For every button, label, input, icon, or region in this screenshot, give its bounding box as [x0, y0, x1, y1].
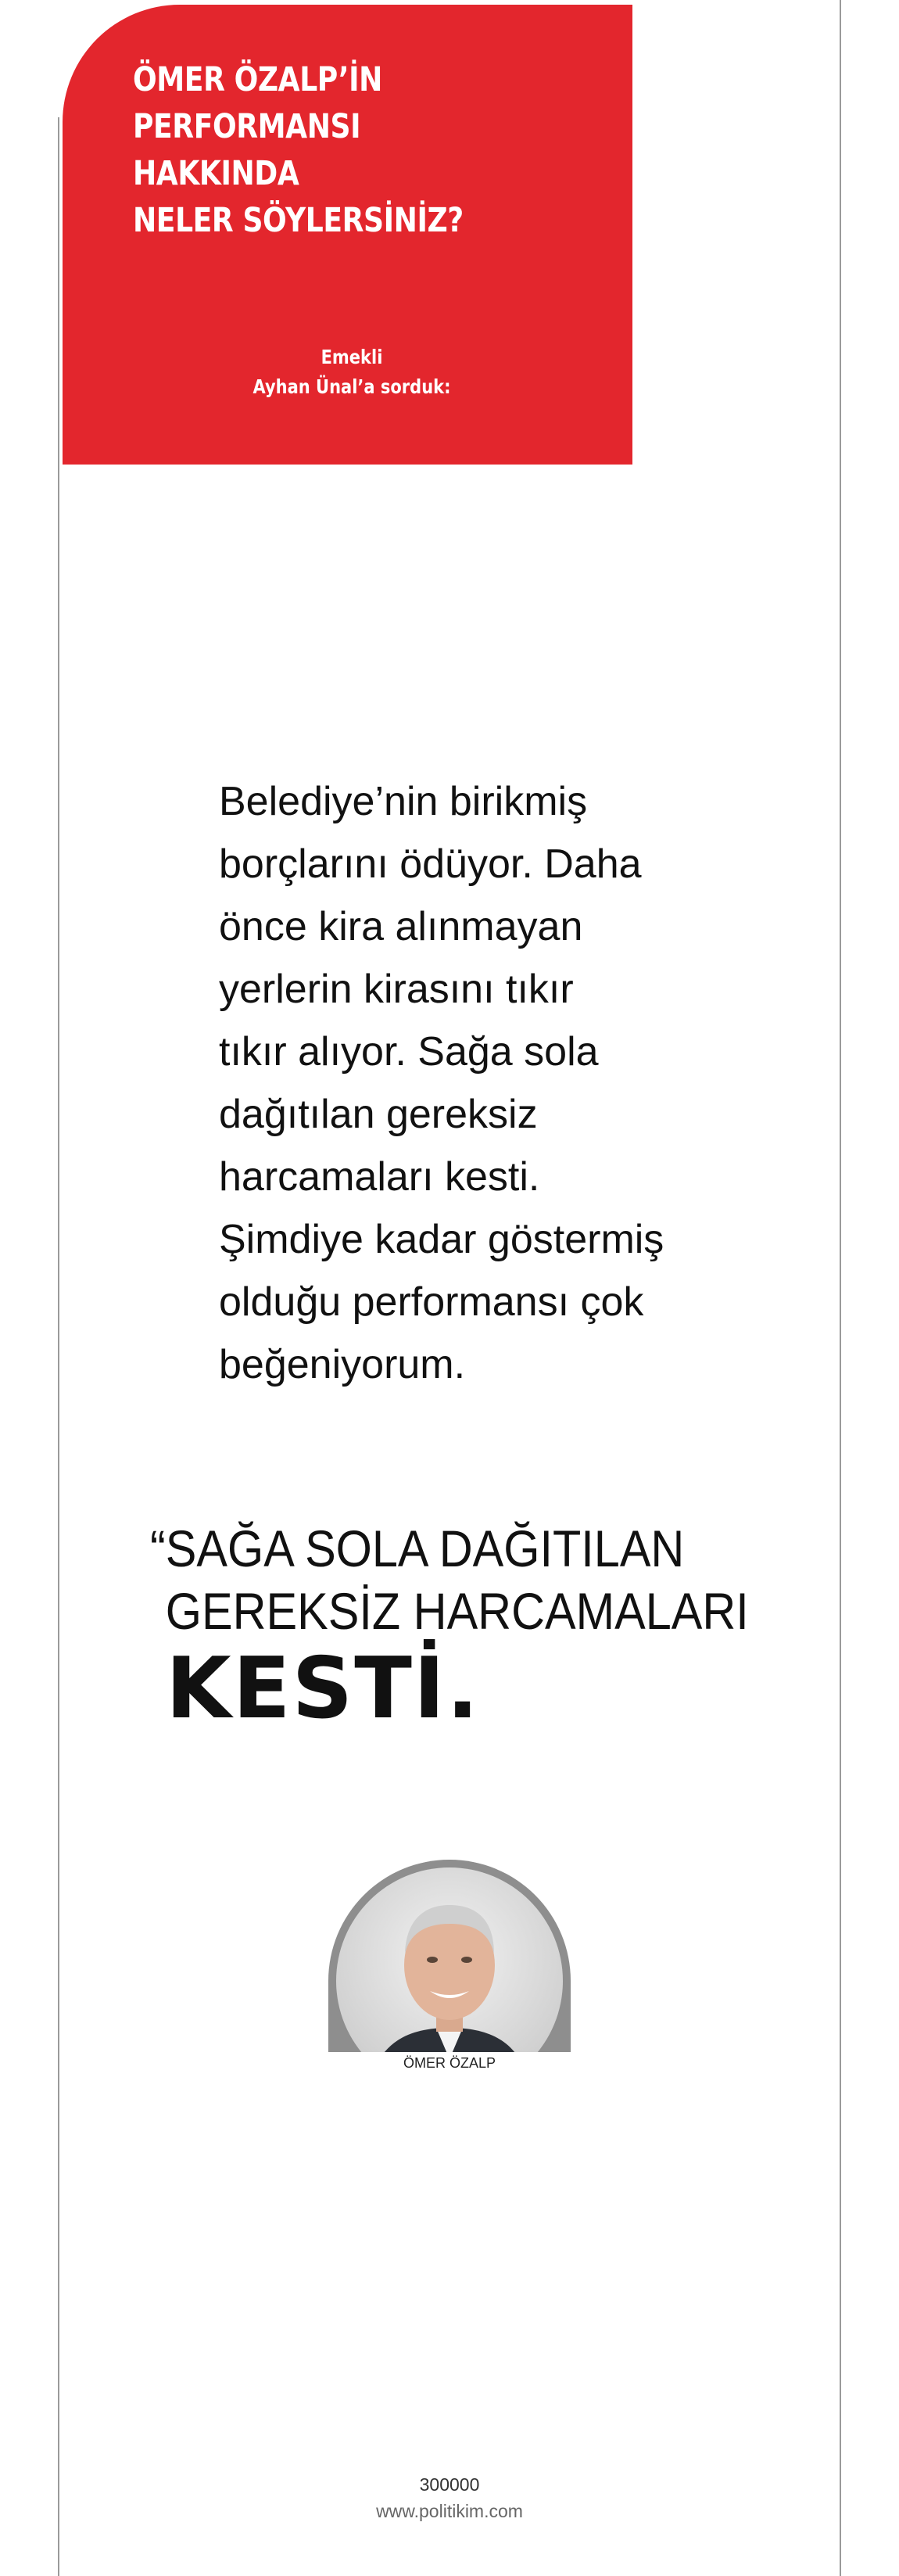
portrait-frame	[328, 1860, 571, 2052]
footer-url: www.politikim.com	[376, 2501, 523, 2521]
person-icon	[336, 1867, 563, 2052]
pull-quote	[150, 1517, 822, 1736]
footer	[328, 2471, 571, 2524]
headline-line: HAKKINDA	[133, 154, 299, 193]
answer-line: Şimdiye kadar göstermiş	[219, 1217, 664, 1262]
headline	[133, 56, 527, 244]
portrait-caption: ÖMER ÖZALP	[403, 2055, 496, 2071]
right-column-rule	[840, 0, 841, 2576]
answer-line: olduğu performansı çok	[219, 1279, 644, 1325]
answer-line: Belediye’nin birikmiş	[219, 779, 588, 824]
headline-line: PERFORMANSI	[133, 107, 361, 146]
pull-quote-emphasis: KESTİ.	[166, 1640, 481, 1738]
portrait-photo	[336, 1867, 563, 2052]
pull-quote-line: “SAĞA SOLA DAĞITILAN	[150, 1519, 685, 1577]
pull-quote-line: GEREKSİZ HARCAMALARI	[165, 1582, 749, 1640]
interviewee-role: Emekli	[321, 346, 383, 368]
interviewee-credit	[174, 343, 529, 402]
answer-line: harcamaları kesti.	[219, 1154, 540, 1200]
answer-line: borçlarını ödüyor. Daha	[219, 841, 642, 887]
headline-line: ÖMER ÖZALP’İN	[133, 60, 382, 99]
answer-line: tıkır alıyor. Sağa sola	[219, 1029, 599, 1075]
answer-text	[219, 770, 782, 1396]
answer-line: yerlerin kirasını tıkır	[219, 967, 574, 1012]
answer-line: önce kira alınmayan	[219, 904, 583, 949]
left-column-rule	[58, 117, 59, 2576]
headline-line: NELER SÖYLERSİNİZ?	[133, 201, 464, 240]
answer-line: dağıtılan gereksiz	[219, 1092, 538, 1137]
interviewee-name: Ayhan Ünal’a sorduk:	[253, 375, 451, 398]
footer-number: 300000	[419, 2474, 480, 2495]
answer-line: beğeniyorum.	[219, 1342, 466, 1387]
